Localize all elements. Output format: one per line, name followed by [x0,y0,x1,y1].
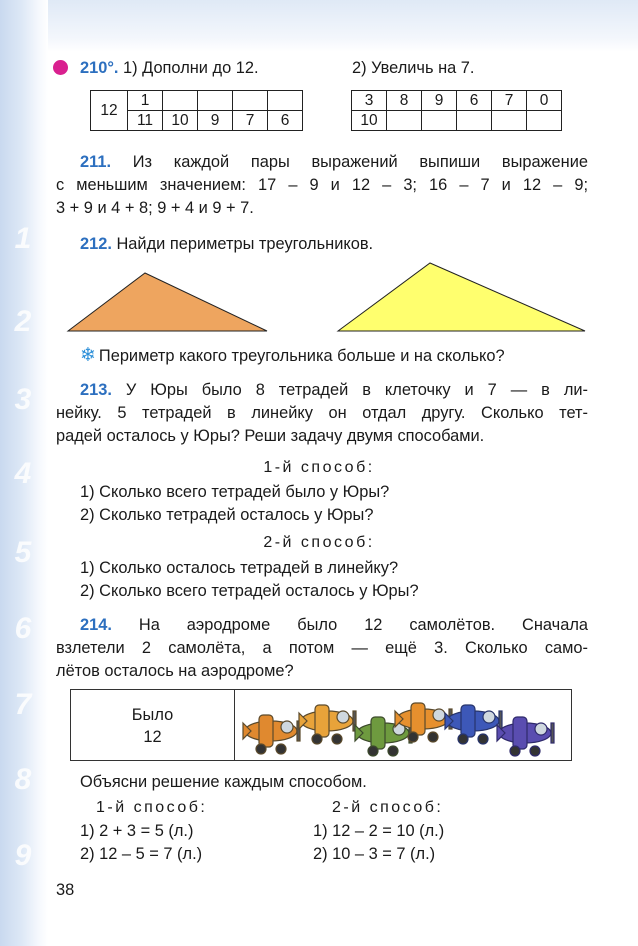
side-number: 8 [14,763,32,796]
table-cell: 9 [422,91,457,111]
table-cell: 3 [352,91,387,111]
label-value: 12 [143,728,162,746]
side-number: 1 [14,222,32,255]
header-band [0,0,638,52]
task-text: У Юры было 8 тетрадей в клеточку и 7 — в ли- [125,381,588,399]
task-text: радей осталось у Юры? Реши задачу двумя способами. [56,427,485,445]
solution-step: 2) 12 – 5 = 7 (л.) [80,845,203,863]
question: 1) Сколько всего тетрадей было у Юры? [80,483,390,501]
side-number: 2 [14,305,32,338]
solution-1-steps [80,820,202,866]
task-213 [56,379,588,448]
table-cell [527,111,562,131]
task-text: взлетели 2 самолёта, а потом — ещё 3. Сколько само- [56,639,588,657]
table-cell [198,91,233,111]
question: 2) Сколько всего тетрадей осталось у Юры? [80,582,419,600]
airfield-label-cell [71,690,235,760]
solution-step: 1) 12 – 2 = 10 (л.) [313,822,445,840]
increase-by-7-table [351,90,562,131]
task-number: 212. [80,235,112,253]
task-214 [56,614,588,683]
solution-2-steps [313,820,444,866]
question: 2) Сколько тетрадей осталось у Юры? [80,506,374,524]
side-number: 6 [14,612,32,645]
table-cell: 8 [387,91,422,111]
table-label: 12 [91,91,128,131]
solution-step: 1) 2 + 3 = 5 (л.) [80,822,194,840]
task-number: 211. [80,153,111,171]
task-212-question [80,344,505,368]
table-cell: 9 [198,111,233,131]
table-cell: 0 [527,91,562,111]
snowflake-icon: ❄ [80,345,96,366]
task-text: Найди периметры треугольников. [116,235,374,253]
task-number: 210°. [80,59,119,77]
airplane-icon [445,705,502,744]
table-cell [268,91,303,111]
way-1-title: 1-й способ: [263,459,375,476]
task-text: 3 + 9 и 4 + 8; 9 + 4 и 9 + 7. [56,199,254,217]
side-number: 4 [14,457,32,490]
table-cell [387,111,422,131]
airplanes-picture [239,693,569,759]
table-cell [233,91,268,111]
solution-1-title: 1-й способ: [96,799,208,816]
task-number: 214. [80,616,112,634]
solution-2-title: 2-й способ: [332,799,444,816]
task-text: На аэродроме было 12 самолётов. Сначала [138,616,588,634]
table-cell: 6 [268,111,303,131]
table-cell: 7 [233,111,268,131]
side-number: 7 [14,688,32,721]
label-text: Было [131,706,174,724]
table-cell: 10 [163,111,198,131]
task-210-header [80,57,259,80]
task-text: лётов осталось на аэродроме? [56,662,294,680]
task-210-part2: 2) Увеличь на 7. [352,59,475,77]
page-number: 38 [56,881,75,899]
task-text: с меньшим значением: 17 – 9 и 12 – 3; 16 – 7 и 12 – 9; [56,176,588,194]
side-number: 9 [14,839,32,872]
add-to-12-table [90,90,303,131]
orange-triangle [68,273,267,331]
way-2-questions [80,557,419,603]
table-cell: 10 [352,111,387,131]
task-212 [80,233,373,256]
side-number: 5 [14,536,32,569]
way-1-questions [80,481,389,527]
side-number: 3 [14,383,32,416]
airplane-icon [299,705,356,744]
table-cell [492,111,527,131]
table-cell: 1 [128,91,163,111]
yellow-triangle [338,263,585,331]
table-cell: 7 [492,91,527,111]
table-cell [457,111,492,131]
table-cell: 11 [128,111,163,131]
task-text: Из каждой пары выражений выпиши выражение [132,153,588,171]
airplane-icon [497,717,554,756]
table-cell: 6 [457,91,492,111]
question: 1) Сколько осталось тетрадей в линейку? [80,559,399,577]
table-cell [422,111,457,131]
task-211 [56,151,588,220]
table-cell [163,91,198,111]
airfield-table [70,689,572,761]
task-number: 213. [80,381,112,399]
task-bullet-icon [53,60,68,75]
explain-text: Объясни решение каждым способом. [80,773,367,791]
way-2-title: 2-й способ: [263,534,375,551]
solution-step: 2) 10 – 3 = 7 (л.) [313,845,436,863]
airplane-icon [243,715,300,754]
task-text: Периметр какого треугольника больше и на сколько? [98,347,505,365]
task-text: 1) Дополни до 12. [123,59,259,77]
triangles-figure [60,260,600,335]
task-text: нейку. 5 тетрадей в линейку он отдал другу. Сколько тет- [56,404,588,422]
